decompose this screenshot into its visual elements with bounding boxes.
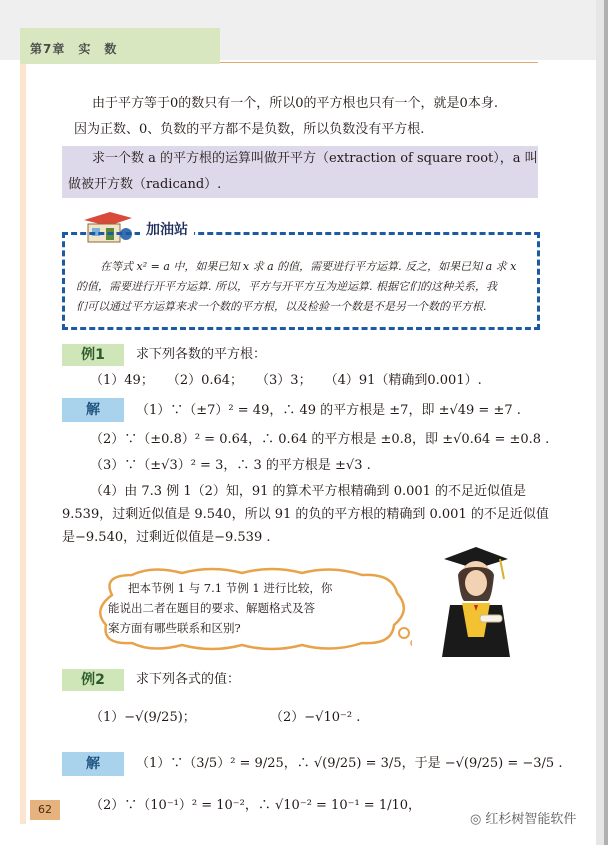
solution2-label: 解 — [62, 752, 124, 776]
page-edge-shadow — [604, 0, 608, 845]
solution1-label: 解 — [62, 398, 124, 422]
chapter-title: 第7章 实 数 — [30, 42, 118, 56]
definition-line-2: 做被开方数（radicand）. — [68, 177, 222, 192]
watermark — [470, 808, 576, 827]
intro-line-1: 由于平方等于0的数只有一个，所以0的平方根也只有一个，就是0本身. — [92, 96, 498, 111]
tip-line-1: 在等式 x² = a 中，如果已知 x 求 a 的值，需要进行平方运算. 反之，如果已知 a 求 x — [100, 260, 517, 273]
tip-line-2: 的值，需要进行开平方运算. 所以，平方与开平方互为逆运算. 根据它们的这种关系，我 — [76, 280, 497, 293]
solution1-step2: （2）∵（±0.8）² = 0.64，∴ 0.64 的平方根是 ±0.8，即 ±√0.64 = ±0.8 . — [90, 432, 550, 447]
thought-line-1: 把本节例 1 与 7.1 节例 1 进行比较，你 — [128, 581, 333, 595]
example1-prompt: 求下列各数的平方根： — [136, 347, 267, 362]
thought-line-2: 能说出二者在题目的要求、解题格式及答 — [108, 601, 315, 615]
side-margin-bar — [20, 64, 26, 824]
example1-label: 例1 — [62, 344, 124, 366]
solution1-step1: （1）∵（±7）² = 49，∴ 49 的平方根是 ±7，即 ±√49 = ±7 . — [136, 403, 521, 418]
page-number: 62 — [30, 800, 60, 820]
graduate-girl-illustration — [436, 545, 516, 660]
tip-line-3: 们可以通过平方运算来求一个数的平方根，以及检验一个数是不是另一个数的平方根. — [76, 300, 487, 313]
intro-line-2: 因为正数、0、负数的平方都不是负数，所以负数没有平方根. — [74, 122, 425, 137]
solution2-step2: （2）∵（10⁻¹）² = 10⁻²，∴ √10⁻² = 10⁻¹ = 1/10， — [90, 798, 422, 813]
solution1-step3: （3）∵（±√3）² = 3，∴ 3 的平方根是 ±√3 . — [90, 458, 371, 473]
example2-label: 例2 — [62, 669, 124, 691]
definition-line-1: 求一个数 a 的平方根的运算叫做开平方（extraction of square root），a 叫 — [92, 151, 538, 166]
example2-item2: （2）−√10⁻² . — [270, 710, 361, 725]
example2-item1: （1）−√(9/25)； — [90, 710, 196, 725]
watermark-text: 红杉树智能软件 — [485, 812, 577, 827]
example1-items: （1）49； （2）0.64； （3）3； （4）91（精确到0.001）. — [90, 373, 482, 388]
thought-line-3: 案方面有哪些联系和区别? — [108, 621, 241, 635]
solution1-step4a: （4）由 7.3 例 1（2）知，91 的算术平方根精确到 0.001 的不足近似值是 — [90, 484, 527, 499]
solution1-step4b: 9.539，过剩近似值是 9.540，所以 91 的负的平方根的精确到 0.001 的不足近似值 — [62, 507, 549, 522]
solution1-step4c: 是−9.540，过剩近似值是−9.539 . — [62, 530, 271, 545]
example2-prompt: 求下列各式的值： — [136, 672, 241, 687]
solution2-step1: （1）∵（3/5）² = 9/25，∴ √(9/25) = 3/5，于是 −√(9/25) = −3/5 . — [136, 756, 563, 771]
header-rule — [220, 62, 538, 63]
tip-title: 加油站 — [140, 219, 194, 239]
definition-box — [62, 146, 538, 198]
wechat-icon: ◎ — [470, 812, 482, 827]
